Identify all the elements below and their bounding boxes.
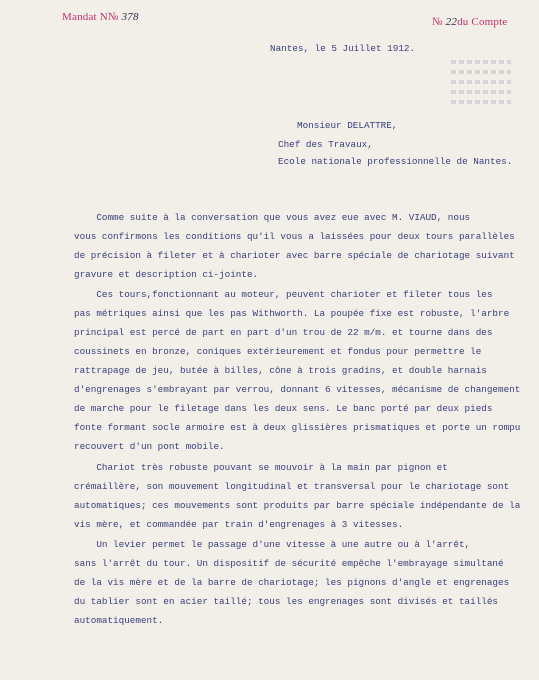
body-line: Ces tours,fonctionnant au moteur, peuvent charioter et fileter tous les [74,289,493,300]
body-line: gravure et description ci-jointe. [74,269,259,280]
body-line: automatiquement. [74,615,164,626]
compte-stamp [432,16,507,28]
body-line: fonte formant socle armoire est à deux glissières prismatiques et porte un rompu [74,422,521,433]
body-line: Un levier permet le passage d'une vitesse à une autre ou à l'arrêt, [74,539,471,550]
bleed-through-mark [451,70,511,74]
body-line: coussinets en bronze, coniques extérieurement et fondus pour permettre le [74,346,482,357]
mandat-number: 378 [121,11,139,23]
body-line: automatiques; ces mouvements sont produits par barre spéciale indépendante de la [74,500,521,511]
body-line: d'engrenages s'embrayant par verrou, donnant 6 vitesses, mécanisme de changement [74,384,521,395]
compte-label: du Compte [457,16,508,28]
mandat-stamp [62,11,139,23]
body-line: sans l'arrêt du tour. Un dispositif de sécurité empêche l'embrayage simultané [74,558,504,569]
mandat-label: Mandat N [62,11,108,23]
body-line: de la vis mère et de la barre de chariotage; les pignons d'angle et engrenages [74,577,510,588]
body-line: vous confirmons les conditions qu'il vous a laissées pour deux tours parallèles [74,231,515,242]
compte-no-symbol: № [432,16,443,28]
body-line: crémaillère, son mouvement longitudinal et transversal pour le chariotage sont [74,481,510,492]
letter-date: Nantes, le 5 Juillet 1912. [270,43,416,54]
mandat-no-symbol: № [107,11,119,23]
recipient-name: Monsieur DELATTRE, [297,120,398,131]
recipient-title: Chef des Travaux, [278,139,373,150]
body-line: pas métriques ainsi que les pas Withworth. La poupée fixe est robuste, l'arbre [74,308,510,319]
body-line: principal est percé de part en part d'un trou de 22 m/m. et tourne dans des [74,327,493,338]
bleed-through-mark [451,100,511,104]
bleed-through-mark [451,60,511,64]
body-line: du tablier sont en acier taillé; tous les engrenages sont divisés et taillés [74,596,499,607]
compte-number: 22 [445,16,458,28]
bleed-through-mark [451,90,511,94]
body-line: rattrapage de jeu, butée à billes, cône à trois gradins, et double harnais [74,365,487,376]
body-line: vis mère, et commandée par train d'engrenages à 3 vitesses. [74,519,404,530]
recipient-school: Ecole nationale professionnelle de Nantes. [278,156,513,167]
body-line: Comme suite à la conversation que vous avez eue avec M. VIAUD, nous [74,212,471,223]
body-line: recouvert d'un pont mobile. [74,441,225,452]
body-line: de marche pour le filetage dans les deux sens. Le banc porté par deux pieds [74,403,493,414]
body-line: de précision à fileter et à charioter avec barre spéciale de chariotage suivant [74,250,515,261]
body-line: Chariot très robuste pouvant se mouvoir à la main par pignon et [74,462,448,473]
bleed-through-mark [451,80,511,84]
